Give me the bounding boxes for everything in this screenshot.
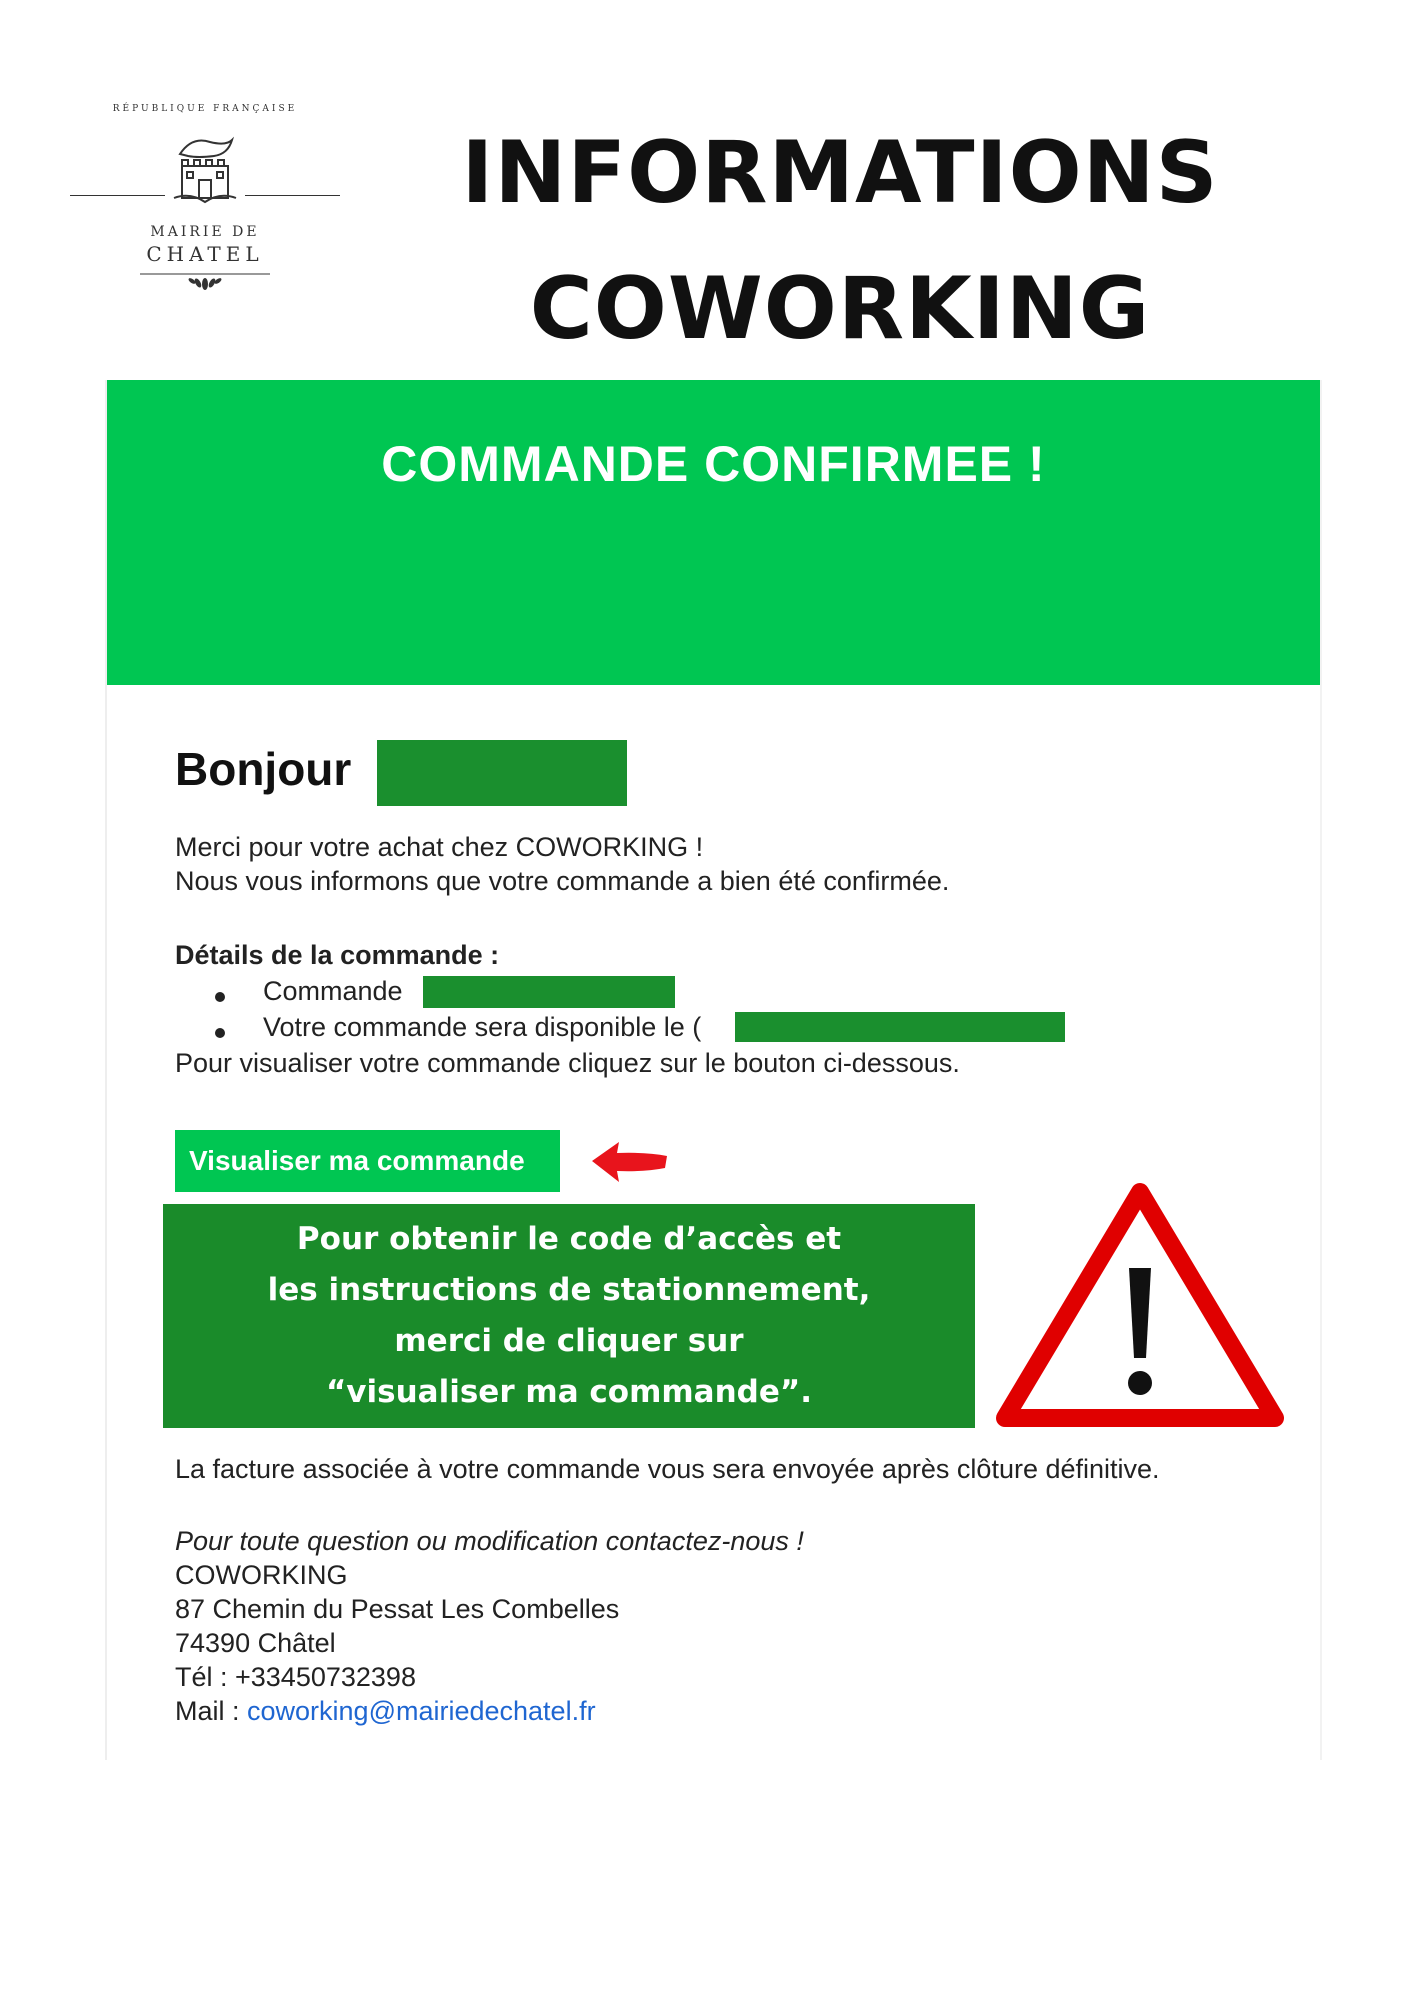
notice-line: les instructions de stationnement,: [267, 1272, 871, 1308]
contact-tel: Tél : +33450732398: [175, 1662, 416, 1692]
mairie-logo: [70, 100, 340, 300]
contact-name: COWORKING: [175, 1560, 348, 1590]
invoice-line: La facture associée à votre commande vous sera envoyée après clôture définitive.: [175, 1454, 1160, 1484]
logo-rule-left: [70, 195, 165, 196]
logo-chatel-text: CHATEL: [146, 242, 264, 266]
page-title-line2: COWORKING: [529, 259, 1151, 359]
details-title: Détails de la commande :: [175, 940, 500, 970]
confirmation-banner: [107, 380, 1320, 685]
contact-city: 74390 Châtel: [175, 1628, 336, 1658]
logo-mairie-text: MAIRIE DE: [150, 224, 260, 240]
mail-link[interactable]: coworking@mairiedechatel.fr: [247, 1696, 596, 1726]
logo-ornament-icon: [140, 270, 270, 292]
banner-title: COMMANDE CONFIRMEE !: [381, 436, 1046, 492]
notice-line: “visualiser ma commande”.: [325, 1374, 813, 1410]
question-line: Pour toute question ou modification contactez-nous !: [175, 1526, 804, 1556]
notice-line: merci de cliquer sur: [394, 1323, 744, 1359]
contact-address: 87 Chemin du Pessat Les Combelles: [175, 1594, 620, 1624]
access-code-notice: [163, 1204, 975, 1428]
redacted-name: [377, 740, 627, 806]
castle-emblem-icon: [170, 132, 240, 210]
email-panel: [105, 380, 1322, 1760]
bullet-dot: [215, 992, 225, 1002]
thanks-line: [175, 832, 703, 863]
confirmed-line: Nous vous informons que votre commande a bien été confirmée.: [175, 866, 950, 896]
notice-line: Pour obtenir le code d’accès et: [296, 1221, 842, 1257]
logo-republique-text: RÉPUBLIQUE FRANÇAISE: [112, 104, 298, 114]
page-title-line1: INFORMATIONS: [461, 123, 1219, 223]
logo-rule-right: [245, 195, 340, 196]
arrow-left-icon: [587, 1138, 672, 1184]
redacted-order-number: [423, 976, 675, 1008]
view-hint: Pour visualiser votre commande cliquez sur le bouton ci-dessous.: [175, 1048, 960, 1078]
warning-triangle-icon: [995, 1180, 1285, 1432]
page-title: [390, 105, 1290, 377]
detail-item-disponible: Votre commande sera disponible le (: [263, 1012, 702, 1042]
redacted-date: [735, 1012, 1065, 1042]
mail-label: Mail :: [175, 1696, 248, 1726]
thanks-prefix: Merci pour votre achat chez: [175, 832, 516, 862]
visualiser-commande-button[interactable]: Visualiser ma commande: [175, 1130, 560, 1192]
greeting-text: Bonjour: [175, 743, 352, 795]
contact-mail: [175, 1696, 596, 1727]
thanks-brand: COWORKING !: [515, 832, 704, 862]
detail-item-commande: Commande: [263, 976, 403, 1006]
bullet-dot: [215, 1028, 225, 1038]
